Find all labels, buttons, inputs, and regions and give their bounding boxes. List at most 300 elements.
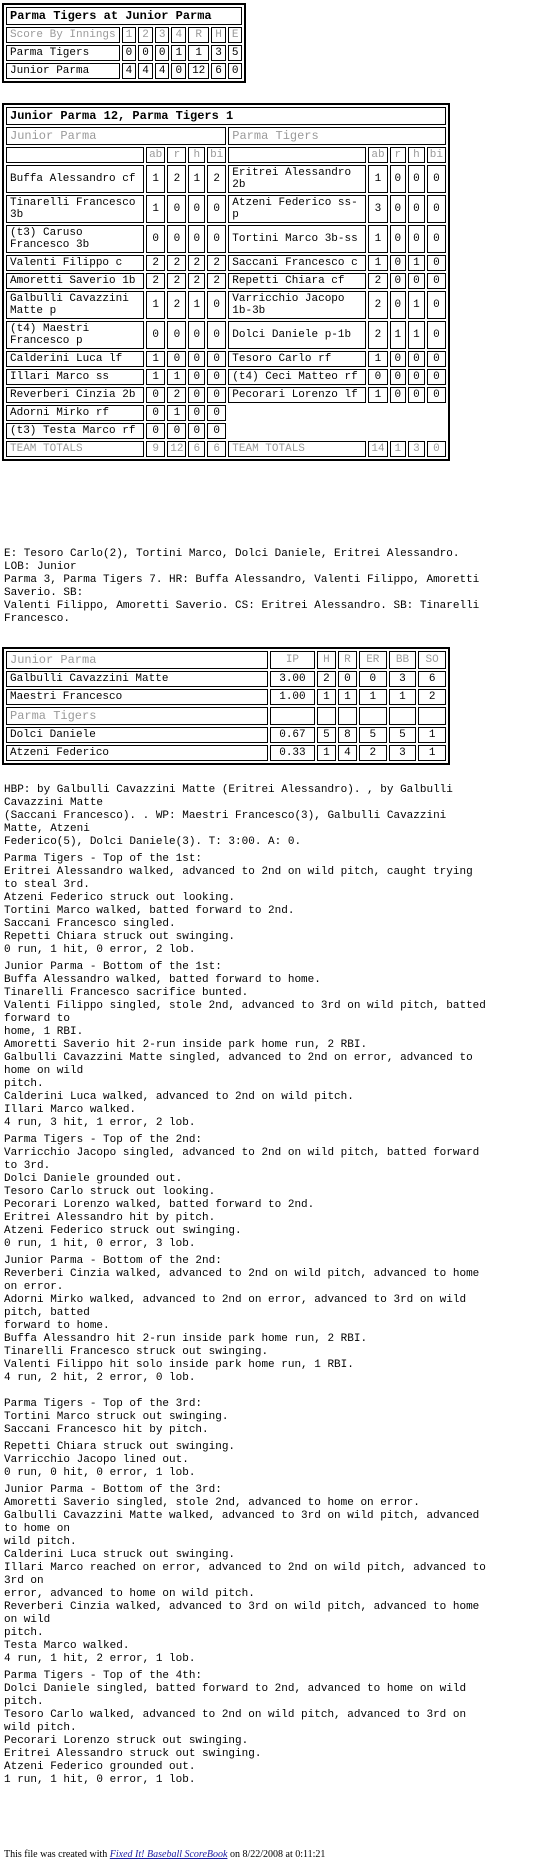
scorebook-link[interactable]: Fixed It! Baseball ScoreBook	[109, 1849, 228, 1860]
away-player-stat: 0	[368, 369, 387, 385]
away-col-header: r	[390, 147, 407, 163]
home-col-header: r	[167, 147, 186, 163]
pitching-col-header: R	[338, 651, 357, 669]
pbp-line: wild pitch.	[4, 1536, 77, 1548]
away-col-header: ab	[368, 147, 387, 163]
pbp-line: Federico(5), Dolci Daniele(3). T: 3:00. A: 0.	[4, 836, 302, 848]
away-player-stat: 2	[368, 321, 387, 349]
away-player-stat: 0	[427, 225, 446, 253]
sb-score-cell: 4	[155, 63, 170, 79]
away-empty-cell	[228, 423, 446, 439]
home-player-stat: 0	[207, 225, 226, 253]
pitcher-stat: 1.00	[270, 689, 315, 705]
box-player-row	[6, 405, 446, 421]
pitcher-stat: 0	[338, 671, 357, 687]
home-player-stat: 0	[188, 405, 205, 421]
box-player-row	[6, 273, 446, 289]
footer-suffix: on 8/22/2008 at 0:11:21	[227, 1849, 326, 1860]
pitcher-stat: 0.67	[270, 727, 315, 743]
home-player-name: Reverberi Cinzia 2b	[6, 387, 144, 403]
pitcher-name: Maestri Francesco	[6, 689, 268, 705]
sb-team-name: Junior Parma	[6, 63, 120, 79]
pitching-col-header	[338, 707, 357, 725]
pbp-line: Atzeni Federico struck out looking.	[4, 892, 236, 904]
home-col-header: bi	[207, 147, 226, 163]
pbp-line: home, 1 RBI.	[4, 1026, 84, 1038]
home-player-stat: 0	[188, 195, 205, 223]
away-player-stat: 1	[368, 165, 387, 193]
pitcher-row	[6, 745, 446, 761]
sb-score-cell: 0	[171, 63, 186, 79]
box-totals-row	[6, 441, 446, 457]
sb-score-cell: 0	[155, 45, 170, 61]
pbp-line: Parma Tigers - Top of the 1st:	[4, 853, 203, 865]
pitcher-row	[6, 727, 446, 743]
away-player-stat: 0	[390, 225, 407, 253]
pbp-line: Saccani Francesco hit by pitch.	[4, 1424, 209, 1436]
box-player-row	[6, 423, 446, 439]
home-player-stat: 1	[146, 165, 165, 193]
pbp-line: Adorni Mirko walked, advanced to 2nd on error, advanced to 3rd on wild	[4, 1294, 467, 1306]
away-player-stat: 1	[368, 351, 387, 367]
sb-header-cell: 2	[138, 27, 153, 43]
away-player-stat: 0	[427, 291, 446, 319]
pbp-line: wild pitch.	[4, 1722, 77, 1734]
pbp-line: Parma Tigers - Top of the 4th:	[4, 1670, 203, 1682]
sb-header-cell: E	[228, 27, 243, 43]
pbp-line: Calderini Luca walked, advanced to 2nd on wild pitch.	[4, 1091, 354, 1103]
pbp-line: 4 run, 2 hit, 2 error, 0 lob.	[4, 1372, 196, 1384]
pbp-line: Junior Parma - Bottom of the 2nd:	[4, 1255, 222, 1267]
home-player-name: Calderini Luca lf	[6, 351, 144, 367]
pbp-line: 0 run, 1 hit, 0 error, 2 lob.	[4, 944, 196, 956]
pbp-line: Cavazzini Matte	[4, 797, 104, 809]
pbp-line: on wild	[4, 1614, 51, 1626]
box-player-row	[6, 195, 446, 223]
away-player-stat: 0	[390, 255, 407, 271]
away-totals-stat: 14	[368, 441, 387, 457]
home-player-stat: 1	[188, 165, 205, 193]
home-player-stat: 2	[167, 273, 186, 289]
away-totals-label: TEAM TOTALS	[228, 441, 366, 457]
away-player-stat: 0	[427, 273, 446, 289]
pitcher-stat: 1	[317, 689, 336, 705]
pbp-line: Amoretti Saverio hit 2-run inside park home run, 2 RBI.	[4, 1039, 368, 1051]
away-player-stat: 0	[390, 351, 407, 367]
away-player-stat: 1	[408, 291, 425, 319]
box-player-row	[6, 291, 446, 319]
pbp-blank	[4, 1385, 532, 1398]
sb-title-row	[6, 7, 242, 25]
home-player-stat: 0	[146, 405, 165, 421]
home-player-stat: 0	[207, 387, 226, 403]
home-player-stat: 2	[167, 291, 186, 319]
pitcher-stat: 5	[389, 727, 417, 743]
pbp-line: forward to home.	[4, 1320, 110, 1332]
pitcher-stat: 1	[359, 689, 387, 705]
pbp-line: Galbulli Cavazzini Matte singled, advanced to 2nd on error, advanced to	[4, 1052, 473, 1064]
pitcher-stat: 2	[418, 689, 446, 705]
home-totals-stat: 6	[188, 441, 205, 457]
sb-header-cell: H	[211, 27, 226, 43]
home-player-stat: 1	[146, 291, 165, 319]
pitcher-stat: 3.00	[270, 671, 315, 687]
pitcher-stat: 1	[338, 689, 357, 705]
pbp-line: Reverberi Cinzia walked, advanced to 3rd on wild pitch, advanced to home	[4, 1601, 480, 1613]
pbp-line: pitch.	[4, 1078, 44, 1090]
pitcher-name: Dolci Daniele	[6, 727, 268, 743]
pbp-line: Testa Marco walked.	[4, 1640, 130, 1652]
sb-header-cell: 1	[122, 27, 137, 43]
sb-score-cell: 1	[188, 45, 209, 61]
box-player-row	[6, 255, 446, 271]
pitching-col-header: IP	[270, 651, 315, 669]
sb-score-cell: 0	[138, 45, 153, 61]
away-player-stat: 1	[368, 387, 387, 403]
pbp-line: Varricchio Jacopo singled, advanced to 2nd on wild pitch, batted forward	[4, 1147, 480, 1159]
box-player-row	[6, 321, 446, 349]
away-team-name: Parma Tigers	[228, 127, 446, 145]
sb-score-cell: 3	[211, 45, 226, 61]
sb-team-name: Parma Tigers	[6, 45, 120, 61]
pitcher-stat: 0.33	[270, 745, 315, 761]
pbp-line: Eritrei Alessandro struck out swinging.	[4, 1748, 262, 1760]
pitching-team-row	[6, 707, 446, 725]
home-player-stat: 2	[207, 165, 226, 193]
home-player-stat: 0	[207, 423, 226, 439]
sb-title: Parma Tigers at Junior Parma	[6, 7, 242, 25]
away-player-stat: 0	[427, 165, 446, 193]
home-player-stat: 0	[167, 423, 186, 439]
pitcher-stat: 0	[359, 671, 387, 687]
pitcher-stat: 4	[338, 745, 357, 761]
home-player-stat: 2	[207, 273, 226, 289]
pbp-line: Buffa Alessandro hit 2-run inside park home run, 2 RBI.	[4, 1333, 368, 1345]
away-totals-stat: 0	[427, 441, 446, 457]
home-col-header: ab	[146, 147, 165, 163]
home-player-name: (t3) Caruso Francesco 3b	[6, 225, 144, 253]
pitching-team-name: Parma Tigers	[6, 707, 268, 725]
pitching-team-name: Junior Parma	[6, 651, 268, 669]
home-player-name: Galbulli Cavazzini Matte p	[6, 291, 144, 319]
away-player-stat: 0	[427, 351, 446, 367]
pitcher-name: Galbulli Cavazzini Matte	[6, 671, 268, 687]
sb-score-cell: 5	[228, 45, 243, 61]
pbp-line: Buffa Alessandro walked, batted forward to home.	[4, 974, 321, 986]
pitching-col-header	[389, 707, 417, 725]
home-player-stat: 0	[207, 291, 226, 319]
pitching-table	[2, 647, 450, 765]
away-col-header: bi	[427, 147, 446, 163]
away-player-stat: 0	[408, 387, 425, 403]
home-blank-header	[6, 147, 144, 163]
pitcher-stat: 3	[389, 745, 417, 761]
pbp-line: pitch.	[4, 1696, 44, 1708]
home-player-stat: 2	[167, 255, 186, 271]
box-title-row	[6, 107, 446, 125]
pbp-line: 0 run, 0 hit, 0 error, 1 lob.	[4, 1467, 196, 1479]
home-player-name: Tinarelli Francesco 3b	[6, 195, 144, 223]
pitcher-stat: 2	[359, 745, 387, 761]
home-totals-stat: 6	[207, 441, 226, 457]
pbp-line: Dolci Daniele singled, batted forward to 2nd, advanced to home on wild	[4, 1683, 467, 1695]
away-totals-stat: 3	[408, 441, 425, 457]
home-player-stat: 0	[188, 225, 205, 253]
home-player-stat: 0	[188, 321, 205, 349]
pitcher-row	[6, 689, 446, 705]
box-team-row	[6, 127, 446, 145]
home-player-stat: 0	[207, 405, 226, 421]
box-player-row	[6, 351, 446, 367]
away-player-name: Pecorari Lorenzo lf	[228, 387, 366, 403]
pitching-col-header: BB	[389, 651, 417, 669]
box-col-header-row	[6, 147, 446, 163]
pbp-line: on error.	[4, 1281, 64, 1293]
pbp-line: 3rd on	[4, 1575, 44, 1587]
away-player-stat: 0	[408, 273, 425, 289]
pitcher-stat: 1	[418, 745, 446, 761]
away-player-stat: 1	[390, 321, 407, 349]
pitching-col-header: ER	[359, 651, 387, 669]
away-player-stat: 0	[427, 255, 446, 271]
sb-header-row	[6, 27, 242, 43]
home-player-stat: 1	[146, 369, 165, 385]
pbp-line: Repetti Chiara struck out swinging.	[4, 1441, 236, 1453]
box-player-row	[6, 165, 446, 193]
sb-score-cell: 0	[122, 45, 137, 61]
pbp-line: Atzeni Federico struck out swinging.	[4, 1225, 242, 1237]
home-player-name: Amoretti Saverio 1b	[6, 273, 144, 289]
away-player-stat: 0	[408, 351, 425, 367]
box-player-row	[6, 387, 446, 403]
pbp-line: 4 run, 1 hit, 2 error, 1 lob.	[4, 1653, 196, 1665]
away-player-stat: 3	[368, 195, 387, 223]
away-player-stat: 0	[427, 195, 446, 223]
home-player-stat: 0	[167, 195, 186, 223]
home-col-header: h	[188, 147, 205, 163]
pbp-line: Valenti Filippo hit solo inside park home run, 1 RBI.	[4, 1359, 354, 1371]
pitcher-stat: 2	[317, 671, 336, 687]
pitching-col-header	[418, 707, 446, 725]
home-player-stat: 0	[188, 423, 205, 439]
sb-header-cell: R	[188, 27, 209, 43]
home-player-stat: 1	[146, 351, 165, 367]
pbp-line: Calderini Luca struck out swinging.	[4, 1549, 236, 1561]
home-player-stat: 2	[167, 387, 186, 403]
note-line: E: Tesoro Carlo(2), Tortini Marco, Dolci Daniele, Eritrei Alessandro.	[4, 548, 460, 560]
away-player-name: Varricchio Jacopo 1b-3b	[228, 291, 366, 319]
home-player-name: Valenti Filippo c	[6, 255, 144, 271]
pbp-line: to steal 3rd.	[4, 879, 90, 891]
pbp-line: Atzeni Federico grounded out.	[4, 1761, 196, 1773]
pbp-line: (Saccani Francesco). . WP: Maestri Francesco(3), Galbulli Cavazzini	[4, 810, 447, 822]
sb-score-cell: 6	[211, 63, 226, 79]
note-line: Parma 3, Parma Tigers 7. HR: Buffa Alessandro, Valenti Filippo, Amoretti	[4, 574, 480, 586]
home-player-stat: 2	[146, 255, 165, 271]
home-player-name: Buffa Alessandro cf	[6, 165, 144, 193]
pitcher-stat: 6	[418, 671, 446, 687]
box-player-row	[6, 225, 446, 253]
away-player-stat: 1	[408, 255, 425, 271]
pitching-col-header	[359, 707, 387, 725]
home-player-stat: 0	[188, 369, 205, 385]
home-player-stat: 1	[146, 195, 165, 223]
pbp-line: Tesoro Carlo walked, advanced to 2nd on wild pitch, advanced to 3rd on	[4, 1709, 467, 1721]
pbp-line: Junior Parma - Bottom of the 1st:	[4, 961, 222, 973]
pitching-col-header: H	[317, 651, 336, 669]
pbp-line: Galbulli Cavazzini Matte walked, advanced to 3rd on wild pitch, advanced	[4, 1510, 480, 1522]
pitcher-stat: 5	[359, 727, 387, 743]
sb-score-cell: 12	[188, 63, 209, 79]
play-by-play	[4, 784, 532, 1787]
score-by-innings-table	[2, 3, 246, 83]
away-player-stat: 1	[368, 225, 387, 253]
home-player-stat: 2	[188, 255, 205, 271]
home-player-stat: 0	[146, 321, 165, 349]
pbp-line: Repetti Chiara struck out swinging.	[4, 931, 236, 943]
sb-team-row	[6, 63, 242, 79]
box-score-table	[2, 103, 450, 461]
pbp-line: Tortini Marco struck out swinging.	[4, 1411, 229, 1423]
away-player-stat: 1	[368, 255, 387, 271]
pitcher-name: Atzeni Federico	[6, 745, 268, 761]
pitching-team-row	[6, 651, 446, 669]
home-player-stat: 0	[146, 423, 165, 439]
pbp-line: Tortini Marco walked, batted forward to 2nd.	[4, 905, 295, 917]
home-player-stat: 0	[207, 195, 226, 223]
pbp-line: Amoretti Saverio singled, stole 2nd, advanced to home on error.	[4, 1497, 420, 1509]
pbp-line: 4 run, 3 hit, 1 error, 2 lob.	[4, 1117, 196, 1129]
pbp-line: Parma Tigers - Top of the 2nd:	[4, 1134, 203, 1146]
home-player-stat: 1	[167, 405, 186, 421]
footer	[4, 1849, 325, 1860]
pbp-line: Tinarelli Francesco sacrifice bunted.	[4, 987, 249, 999]
home-player-name: (t4) Maestri Francesco p	[6, 321, 144, 349]
home-team-name: Junior Parma	[6, 127, 226, 145]
away-player-stat: 0	[390, 165, 407, 193]
pitching-col-header	[270, 707, 315, 725]
home-player-stat: 0	[146, 225, 165, 253]
away-player-stat: 0	[390, 195, 407, 223]
away-player-stat: 0	[427, 321, 446, 349]
away-player-stat: 0	[390, 369, 407, 385]
home-player-stat: 0	[207, 351, 226, 367]
footer-prefix: This file was created with	[4, 1849, 110, 1860]
box-player-row	[6, 369, 446, 385]
home-player-stat: 0	[188, 387, 205, 403]
home-player-stat: 2	[207, 255, 226, 271]
away-player-stat: 0	[390, 273, 407, 289]
home-player-stat: 0	[188, 351, 205, 367]
away-player-name: Atzeni Federico ss-p	[228, 195, 366, 223]
pbp-line: Dolci Daniele grounded out.	[4, 1173, 183, 1185]
away-totals-stat: 1	[390, 441, 407, 457]
pitcher-stat: 1	[317, 745, 336, 761]
pbp-line: to home on	[4, 1523, 71, 1535]
home-player-stat: 0	[167, 351, 186, 367]
pitcher-stat: 5	[317, 727, 336, 743]
home-player-name: (t3) Testa Marco rf	[6, 423, 144, 439]
home-player-stat: 2	[167, 165, 186, 193]
pbp-line: pitch.	[4, 1627, 44, 1639]
sb-score-cell: 4	[138, 63, 153, 79]
pitching-col-header: SO	[418, 651, 446, 669]
pitcher-stat: 3	[389, 671, 417, 687]
away-blank-header	[228, 147, 366, 163]
sb-header-cell: 3	[155, 27, 170, 43]
pbp-line: error, advanced to home on wild pitch.	[4, 1588, 255, 1600]
note-line: Saverio. SB:	[4, 587, 84, 599]
pbp-line: Matte, Atzeni	[4, 823, 90, 835]
away-empty-cell	[228, 405, 446, 421]
pbp-line: Varricchio Jacopo lined out.	[4, 1454, 189, 1466]
note-line: Valenti Filippo, Amoretti Saverio. CS: Eritrei Alessandro. SB: Tinarelli	[4, 600, 480, 612]
pbp-line: Parma Tigers - Top of the 3rd:	[4, 1398, 203, 1410]
pbp-line: to 3rd.	[4, 1160, 51, 1172]
pbp-line: Saccani Francesco singled.	[4, 918, 176, 930]
pbp-line: pitch, batted	[4, 1307, 90, 1319]
pbp-line: Illari Marco walked.	[4, 1104, 137, 1116]
away-player-stat: 2	[368, 273, 387, 289]
box-title: Junior Parma 12, Parma Tigers 1	[6, 107, 446, 125]
home-player-stat: 0	[207, 369, 226, 385]
away-player-stat: 0	[427, 387, 446, 403]
away-player-name: Tesoro Carlo rf	[228, 351, 366, 367]
pitcher-stat: 1	[418, 727, 446, 743]
pbp-line: 1 run, 1 hit, 0 error, 1 lob.	[4, 1774, 196, 1786]
away-player-name: Saccani Francesco c	[228, 255, 366, 271]
away-player-stat: 0	[408, 165, 425, 193]
away-col-header: h	[408, 147, 425, 163]
home-player-stat: 1	[167, 369, 186, 385]
pbp-line: 0 run, 1 hit, 0 error, 3 lob.	[4, 1238, 196, 1250]
home-totals-stat: 12	[167, 441, 186, 457]
away-player-stat: 0	[408, 195, 425, 223]
home-player-name: Adorni Mirko rf	[6, 405, 144, 421]
away-player-stat: 0	[408, 225, 425, 253]
pbp-line: Junior Parma - Bottom of the 3rd:	[4, 1484, 222, 1496]
pbp-line: Pecorari Lorenzo struck out swinging.	[4, 1735, 249, 1747]
home-player-stat: 1	[188, 291, 205, 319]
away-player-name: Tortini Marco 3b-ss	[228, 225, 366, 253]
pitcher-stat: 1	[389, 689, 417, 705]
away-player-stat: 0	[427, 369, 446, 385]
home-player-stat: 0	[146, 387, 165, 403]
sb-team-row	[6, 45, 242, 61]
home-player-stat: 0	[167, 321, 186, 349]
note-line: LOB: Junior	[4, 561, 77, 573]
away-player-name: Dolci Daniele p-1b	[228, 321, 366, 349]
home-player-name: Illari Marco ss	[6, 369, 144, 385]
away-player-name: Repetti Chiara cf	[228, 273, 366, 289]
away-player-stat: 0	[408, 369, 425, 385]
away-player-stat: 0	[390, 291, 407, 319]
pbp-line: forward to	[4, 1013, 71, 1025]
pbp-line: Valenti Filippo singled, stole 2nd, advanced to 3rd on wild pitch, batted	[4, 1000, 486, 1012]
pbp-line: HBP: by Galbulli Cavazzini Matte (Eritrei Alessandro). , by Galbulli	[4, 784, 453, 796]
sb-score-cell: 4	[122, 63, 137, 79]
pitcher-stat: 8	[338, 727, 357, 743]
pbp-line: Tesoro Carlo struck out looking.	[4, 1186, 216, 1198]
away-player-stat: 1	[408, 321, 425, 349]
home-player-stat: 0	[167, 225, 186, 253]
home-player-stat: 2	[146, 273, 165, 289]
note-line: Francesco.	[4, 613, 71, 625]
away-player-name: Eritrei Alessandro 2b	[228, 165, 366, 193]
pitcher-row	[6, 671, 446, 687]
sb-header-cell: 4	[171, 27, 186, 43]
pbp-line: Reverberi Cinzia walked, advanced to 2nd on wild pitch, advanced to home	[4, 1268, 480, 1280]
